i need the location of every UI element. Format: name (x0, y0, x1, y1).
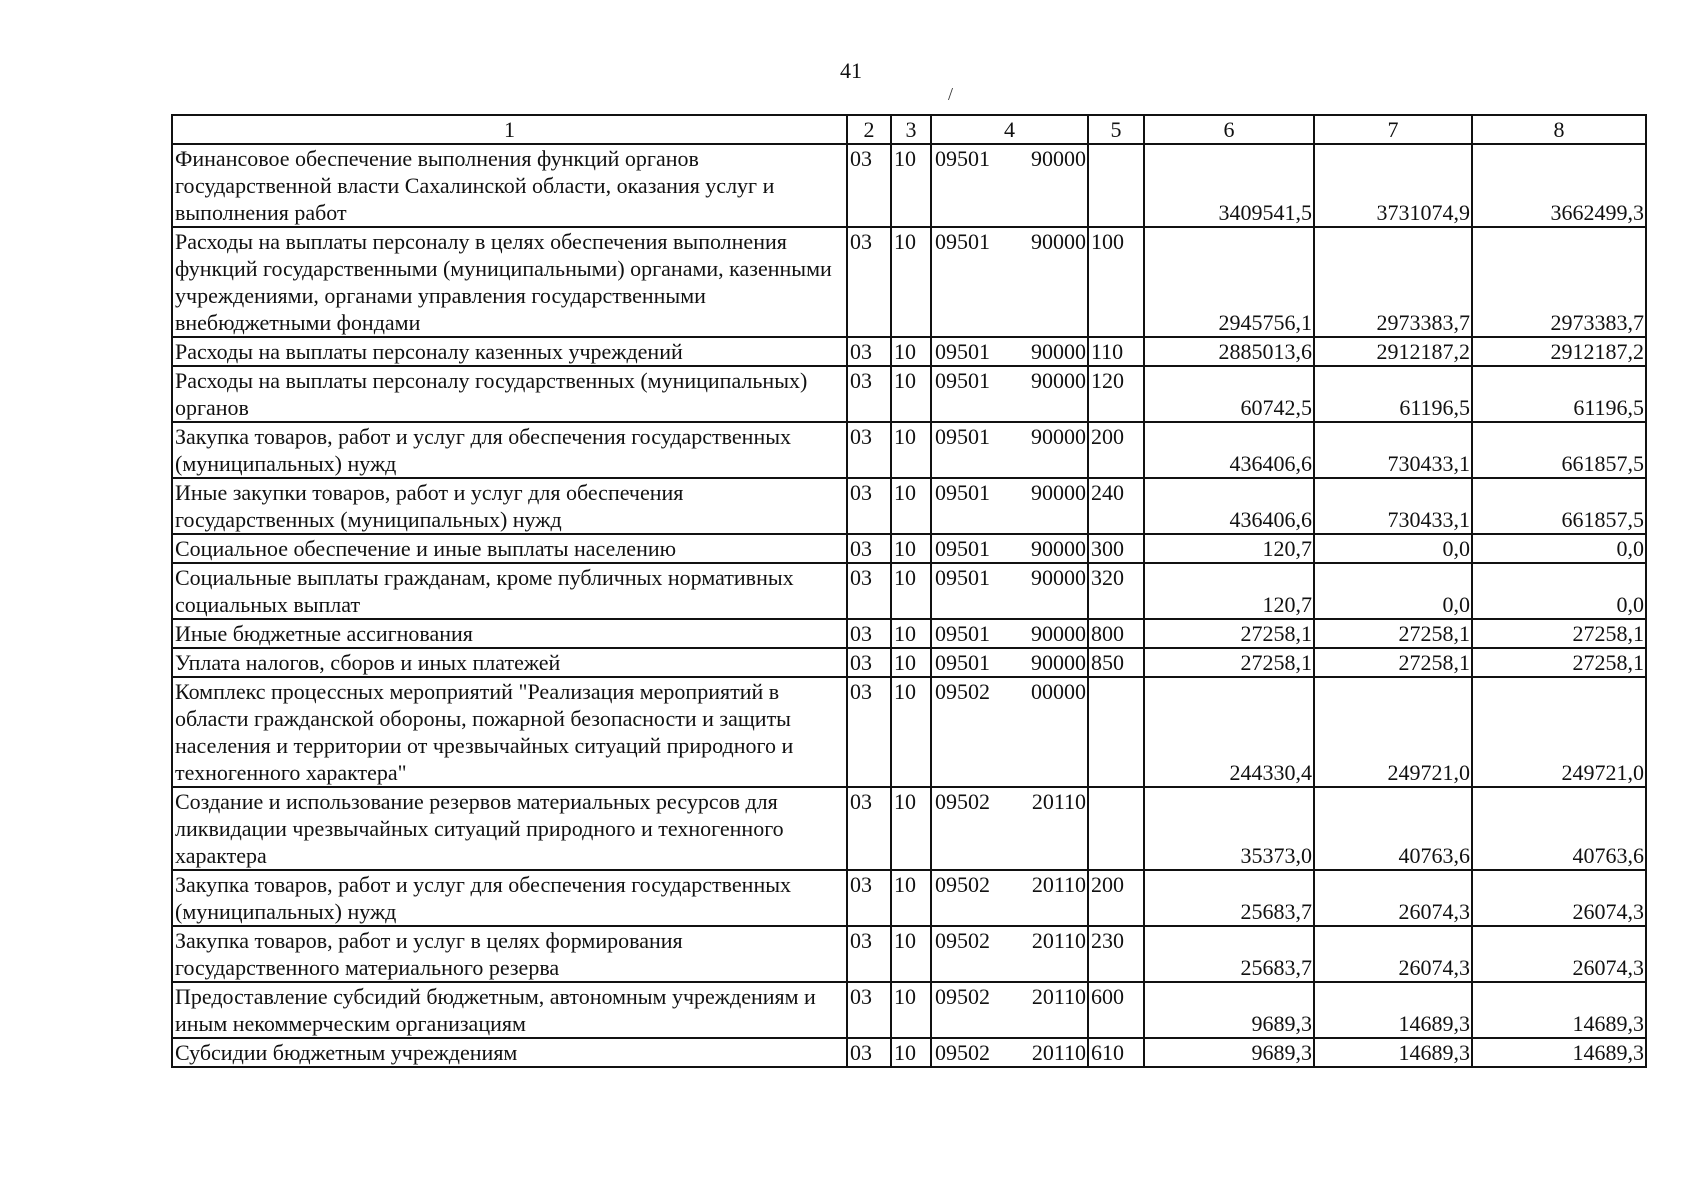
row-section-code: 03 (847, 144, 891, 227)
row-value-col6: 244330,4 (1144, 677, 1314, 787)
row-program-code: 09501 (935, 368, 990, 393)
row-expense-type-code: 230 (1088, 926, 1144, 982)
row-target-article-cell (931, 478, 1088, 534)
table-row (172, 144, 1646, 227)
table-row (172, 422, 1646, 478)
row-value-col7: 730433,1 (1314, 478, 1472, 534)
row-description: Уплата налогов, сборов и иных платежей (172, 648, 847, 677)
row-expense-type-code: 200 (1088, 422, 1144, 478)
row-value-col8: 14689,3 (1472, 982, 1646, 1038)
row-expense-type-code: 600 (1088, 982, 1144, 1038)
budget-table (171, 114, 1647, 1068)
row-value-col7: 27258,1 (1314, 619, 1472, 648)
row-section-code: 03 (847, 337, 891, 366)
row-value-col6: 3409541,5 (1144, 144, 1314, 227)
table-row (172, 563, 1646, 619)
table-row (172, 926, 1646, 982)
row-subsection-code: 10 (891, 422, 931, 478)
row-value-col8: 40763,6 (1472, 787, 1646, 870)
row-direction-code: 20110 (1031, 928, 1086, 953)
row-value-col7: 61196,5 (1314, 366, 1472, 422)
row-direction-code: 20110 (1031, 789, 1086, 814)
row-target-article-cell (931, 870, 1088, 926)
header-cell-6: 6 (1144, 115, 1314, 144)
row-target-article-cell (931, 787, 1088, 870)
table-row (172, 478, 1646, 534)
row-program-code: 09502 (935, 679, 990, 704)
row-subsection-code: 10 (891, 982, 931, 1038)
row-value-col7: 0,0 (1314, 563, 1472, 619)
row-section-code: 03 (847, 422, 891, 478)
row-subsection-code: 10 (891, 366, 931, 422)
row-value-col8: 661857,5 (1472, 422, 1646, 478)
row-value-col7: 2912187,2 (1314, 337, 1472, 366)
row-direction-code: 90000 (1031, 424, 1086, 449)
row-subsection-code: 10 (891, 648, 931, 677)
row-value-col7: 26074,3 (1314, 870, 1472, 926)
header-cell-8: 8 (1472, 115, 1646, 144)
page-number: 41 (840, 58, 862, 83)
row-description: Иные бюджетные ассигнования (172, 619, 847, 648)
row-program-code: 09501 (935, 565, 990, 590)
row-target-article-cell (931, 982, 1088, 1038)
row-value-col8: 26074,3 (1472, 870, 1646, 926)
row-target-article-cell (931, 534, 1088, 563)
row-value-col8: 2912187,2 (1472, 337, 1646, 366)
header-cell-5: 5 (1088, 115, 1144, 144)
header-cell-4: 4 (931, 115, 1088, 144)
row-subsection-code: 10 (891, 144, 931, 227)
row-section-code: 03 (847, 366, 891, 422)
row-value-col6: 60742,5 (1144, 366, 1314, 422)
row-program-code: 09501 (935, 229, 990, 254)
row-target-article-cell (931, 366, 1088, 422)
row-description: Закупка товаров, работ и услуг в целях формирования государственного материального резерва (172, 926, 847, 982)
row-program-code: 09501 (935, 536, 990, 561)
row-section-code: 03 (847, 982, 891, 1038)
row-value-col8: 0,0 (1472, 534, 1646, 563)
row-value-col6: 436406,6 (1144, 478, 1314, 534)
row-value-col6: 2885013,6 (1144, 337, 1314, 366)
row-value-col7: 2973383,7 (1314, 227, 1472, 337)
row-description: Финансовое обеспечение выполнения функций органов государственной власти Сахалинской области, оказания услуг и выполнения работ (172, 144, 847, 227)
table-row (172, 648, 1646, 677)
row-subsection-code: 10 (891, 478, 931, 534)
row-expense-type-code (1088, 677, 1144, 787)
row-expense-type-code: 110 (1088, 337, 1144, 366)
row-section-code: 03 (847, 677, 891, 787)
row-target-article-cell (931, 337, 1088, 366)
row-value-col7: 730433,1 (1314, 422, 1472, 478)
row-value-col6: 2945756,1 (1144, 227, 1314, 337)
row-expense-type-code (1088, 787, 1144, 870)
row-target-article-cell (931, 677, 1088, 787)
row-value-col6: 25683,7 (1144, 926, 1314, 982)
row-program-code: 09502 (935, 789, 990, 814)
row-expense-type-code: 800 (1088, 619, 1144, 648)
row-description: Комплекс процессных мероприятий "Реализация мероприятий в области гражданской обороны, пожарной безопасности и защиты населения и территории от чрезвычайных ситуаций природного и техногенного характера" (172, 677, 847, 787)
row-value-col6: 436406,6 (1144, 422, 1314, 478)
row-section-code: 03 (847, 534, 891, 563)
table-row (172, 1038, 1646, 1067)
row-direction-code: 90000 (1031, 339, 1086, 364)
row-description: Расходы на выплаты персоналу казенных учреждений (172, 337, 847, 366)
row-direction-code: 90000 (1031, 650, 1086, 675)
row-direction-code: 90000 (1031, 368, 1086, 393)
row-target-article-cell (931, 422, 1088, 478)
table-row (172, 337, 1646, 366)
row-description: Создание и использование резервов материальных ресурсов для ликвидации чрезвычайных ситуаций природного и техногенного характера (172, 787, 847, 870)
row-expense-type-code: 610 (1088, 1038, 1144, 1067)
row-value-col8: 249721,0 (1472, 677, 1646, 787)
row-expense-type-code: 200 (1088, 870, 1144, 926)
row-value-col6: 27258,1 (1144, 648, 1314, 677)
table-row (172, 227, 1646, 337)
row-description: Закупка товаров, работ и услуг для обеспечения государственных (муниципальных) нужд (172, 422, 847, 478)
header-cell-7: 7 (1314, 115, 1472, 144)
row-value-col8: 3662499,3 (1472, 144, 1646, 227)
row-value-col6: 9689,3 (1144, 1038, 1314, 1067)
row-expense-type-code: 320 (1088, 563, 1144, 619)
row-value-col7: 40763,6 (1314, 787, 1472, 870)
row-section-code: 03 (847, 787, 891, 870)
row-description: Субсидии бюджетным учреждениям (172, 1038, 847, 1067)
row-value-col7: 14689,3 (1314, 1038, 1472, 1067)
row-target-article-cell (931, 926, 1088, 982)
table-row (172, 787, 1646, 870)
row-subsection-code: 10 (891, 563, 931, 619)
row-target-article-cell (931, 144, 1088, 227)
header-cell-1: 1 (172, 115, 847, 144)
row-value-col8: 0,0 (1472, 563, 1646, 619)
row-value-col7: 0,0 (1314, 534, 1472, 563)
row-value-col8: 61196,5 (1472, 366, 1646, 422)
table-row (172, 982, 1646, 1038)
row-description: Расходы на выплаты персоналу в целях обеспечения выполнения функций государственными (муниципальными) органами, казенными учреждениями, органами управления государственными внебюджетными фондами (172, 227, 847, 337)
row-description: Расходы на выплаты персоналу государственных (муниципальных) органов (172, 366, 847, 422)
row-direction-code: 00000 (1031, 679, 1086, 704)
row-expense-type-code: 300 (1088, 534, 1144, 563)
row-target-article-cell (931, 619, 1088, 648)
row-program-code: 09502 (935, 928, 990, 953)
row-subsection-code: 10 (891, 926, 931, 982)
row-description: Социальное обеспечение и иные выплаты населению (172, 534, 847, 563)
row-direction-code: 90000 (1031, 229, 1086, 254)
row-value-col6: 25683,7 (1144, 870, 1314, 926)
row-section-code: 03 (847, 478, 891, 534)
row-section-code: 03 (847, 926, 891, 982)
row-value-col6: 27258,1 (1144, 619, 1314, 648)
row-value-col8: 27258,1 (1472, 619, 1646, 648)
row-program-code: 09501 (935, 339, 990, 364)
row-subsection-code: 10 (891, 677, 931, 787)
row-value-col6: 9689,3 (1144, 982, 1314, 1038)
row-target-article-cell (931, 648, 1088, 677)
row-direction-code: 90000 (1031, 146, 1086, 171)
row-expense-type-code (1088, 144, 1144, 227)
row-value-col7: 14689,3 (1314, 982, 1472, 1038)
row-value-col8: 27258,1 (1472, 648, 1646, 677)
row-direction-code: 90000 (1031, 480, 1086, 505)
row-program-code: 09501 (935, 480, 990, 505)
row-value-col6: 35373,0 (1144, 787, 1314, 870)
row-value-col6: 120,7 (1144, 534, 1314, 563)
row-program-code: 09501 (935, 146, 990, 171)
row-description: Иные закупки товаров, работ и услуг для обеспечения государственных (муниципальных) нужд (172, 478, 847, 534)
row-value-col7: 249721,0 (1314, 677, 1472, 787)
row-program-code: 09502 (935, 984, 990, 1009)
row-target-article-cell (931, 227, 1088, 337)
row-subsection-code: 10 (891, 787, 931, 870)
row-description: Социальные выплаты гражданам, кроме публичных нормативных социальных выплат (172, 563, 847, 619)
row-direction-code: 20110 (1031, 872, 1086, 897)
row-expense-type-code: 100 (1088, 227, 1144, 337)
row-program-code: 09502 (935, 1040, 990, 1065)
header-cell-2: 2 (847, 115, 891, 144)
table-row (172, 366, 1646, 422)
row-value-col8: 14689,3 (1472, 1038, 1646, 1067)
row-expense-type-code: 240 (1088, 478, 1144, 534)
row-subsection-code: 10 (891, 227, 931, 337)
page-mark: / (948, 84, 954, 104)
row-program-code: 09501 (935, 650, 990, 675)
row-section-code: 03 (847, 870, 891, 926)
row-program-code: 09501 (935, 621, 990, 646)
row-direction-code: 20110 (1031, 1040, 1086, 1065)
row-description: Закупка товаров, работ и услуг для обеспечения государственных (муниципальных) нужд (172, 870, 847, 926)
row-value-col8: 26074,3 (1472, 926, 1646, 982)
row-subsection-code: 10 (891, 619, 931, 648)
table-row (172, 619, 1646, 648)
row-section-code: 03 (847, 227, 891, 337)
row-expense-type-code: 120 (1088, 366, 1144, 422)
row-value-col8: 661857,5 (1472, 478, 1646, 534)
row-direction-code: 90000 (1031, 621, 1086, 646)
row-subsection-code: 10 (891, 337, 931, 366)
row-target-article-cell (931, 563, 1088, 619)
row-target-article-cell (931, 1038, 1088, 1067)
row-value-col8: 2973383,7 (1472, 227, 1646, 337)
row-section-code: 03 (847, 648, 891, 677)
row-direction-code: 90000 (1031, 565, 1086, 590)
row-expense-type-code: 850 (1088, 648, 1144, 677)
row-subsection-code: 10 (891, 534, 931, 563)
row-section-code: 03 (847, 619, 891, 648)
row-value-col7: 27258,1 (1314, 648, 1472, 677)
table-row (172, 534, 1646, 563)
row-subsection-code: 10 (891, 870, 931, 926)
table-row (172, 870, 1646, 926)
header-cell-3: 3 (891, 115, 931, 144)
row-section-code: 03 (847, 1038, 891, 1067)
row-description: Предоставление субсидий бюджетным, автономным учреждениям и иным некоммерческим организациям (172, 982, 847, 1038)
row-value-col7: 3731074,9 (1314, 144, 1472, 227)
row-direction-code: 20110 (1031, 984, 1086, 1009)
row-subsection-code: 10 (891, 1038, 931, 1067)
row-value-col7: 26074,3 (1314, 926, 1472, 982)
table-row (172, 677, 1646, 787)
row-program-code: 09501 (935, 424, 990, 449)
row-direction-code: 90000 (1031, 536, 1086, 561)
table-body (172, 144, 1646, 1067)
header-row (172, 115, 1646, 144)
row-value-col6: 120,7 (1144, 563, 1314, 619)
row-section-code: 03 (847, 563, 891, 619)
row-program-code: 09502 (935, 872, 990, 897)
